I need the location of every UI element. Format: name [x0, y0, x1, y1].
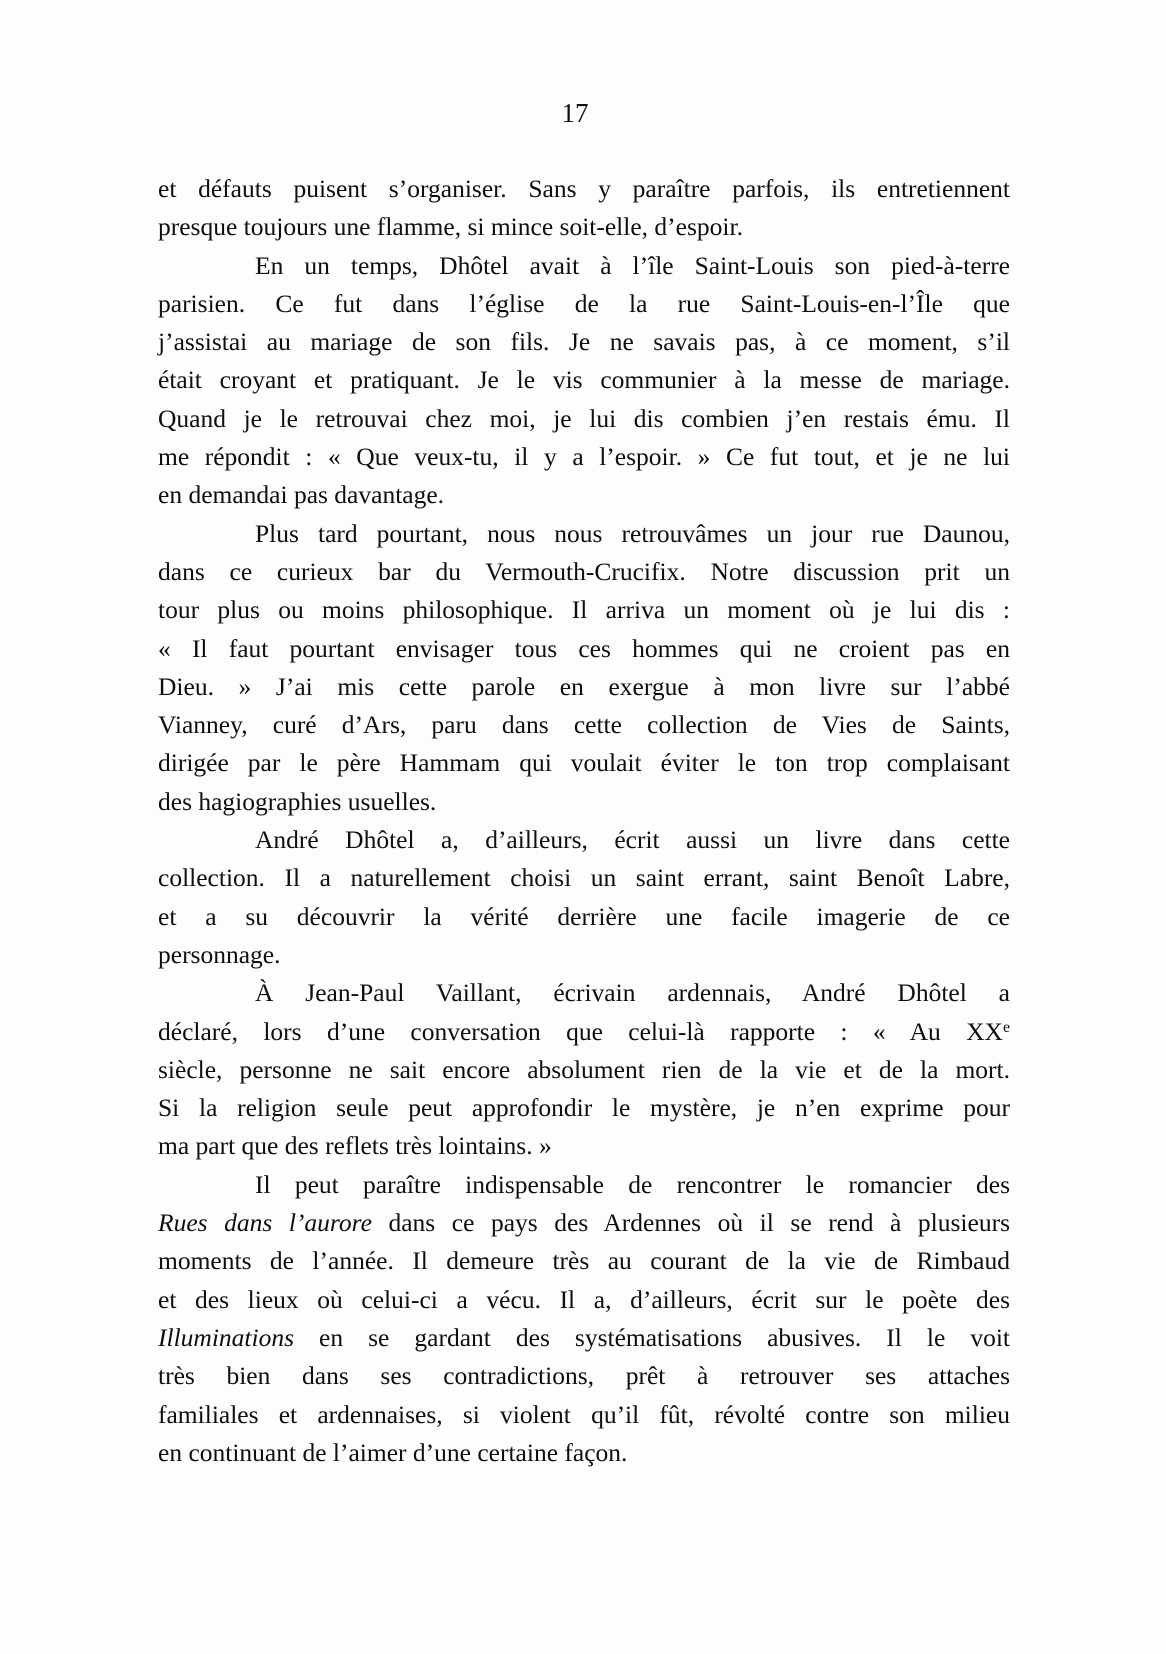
text-segment: en continuant de l’aimer d’une certaine façon.: [158, 1437, 628, 1467]
text-segment: Vianney, curé d’Ars, paru dans cette collection de Vies de Saints,: [158, 710, 1010, 740]
text-segment: était croyant et pratiquant. Je le vis communier à la messe de mariage.: [158, 365, 1010, 395]
text-segment: À Jean-Paul Vaillant, écrivain ardennais, André Dhôtel a: [255, 978, 1010, 1008]
text-line: [158, 247, 1010, 285]
text-line: [158, 361, 1010, 399]
text-line: [158, 668, 1010, 706]
text-line: [158, 821, 1010, 859]
page-body: [158, 170, 1010, 1472]
text-line: [158, 438, 1010, 476]
text-segment: me répondit : « Que veux-tu, il y a l’espoir. » Ce fut tout, et je ne lui: [158, 442, 1010, 472]
text-segment: dirigée par le père Hammam qui voulait éviter le ton trop complaisant: [158, 748, 1010, 778]
text-segment: en se gardant des systématisations abusives. Il le voit: [294, 1322, 1010, 1352]
text-segment: Quand je le retrouvai chez moi, je lui dis combien j’en restais ému. Il: [158, 403, 1010, 433]
text-line: [158, 936, 1010, 974]
text-line: [158, 1127, 1010, 1165]
italic-text: Rues dans l’aurore: [158, 1208, 372, 1238]
text-segment: et des lieux où celui-ci a vécu. Il a, d’ailleurs, écrit sur le poète des: [158, 1284, 1010, 1314]
text-segment: tour plus ou moins philosophique. Il arriva un moment où je lui dis :: [158, 595, 1010, 625]
text-line: [158, 208, 1010, 246]
text-line: [158, 476, 1010, 514]
text-line: [158, 1089, 1010, 1127]
text-line: [158, 1013, 1010, 1051]
text-segment: Si la religion seule peut approfondir le mystère, je n’en exprime pour: [158, 1093, 1010, 1123]
text-line: [158, 591, 1010, 629]
text-line: [158, 1051, 1010, 1089]
paragraph: [158, 170, 1010, 247]
text-segment: collection. Il a naturellement choisi un saint errant, saint Benoît Labre,: [158, 863, 1010, 893]
text-segment: En un temps, Dhôtel avait à l’île Saint-Louis son pied-à-terre: [255, 250, 1010, 280]
text-segment: très bien dans ses contradictions, prêt à retrouver ses attaches: [158, 1361, 1010, 1391]
paragraph: [158, 247, 1010, 515]
text-segment: siècle, personne ne sait encore absolument rien de la vie et de la mort.: [158, 1054, 1010, 1084]
text-line: [158, 170, 1010, 208]
text-segment: moments de l’année. Il demeure très au courant de la vie de Rimbaud: [158, 1246, 1010, 1276]
text-line: [158, 515, 1010, 553]
text-line: [158, 285, 1010, 323]
text-line: [158, 1396, 1010, 1434]
paragraph: [158, 1166, 1010, 1472]
text-line: [158, 323, 1010, 361]
text-line: [158, 859, 1010, 897]
text-segment: Plus tard pourtant, nous nous retrouvâmes un jour rue Daunou,: [255, 518, 1010, 548]
italic-text: Illuminations: [158, 1322, 295, 1352]
paragraph: [158, 821, 1010, 974]
text-segment: parisien. Ce fut dans l’église de la rue Saint-Louis-en-l’Île que: [158, 288, 1010, 318]
text-segment: presque toujours une flamme, si mince soit-elle, d’espoir.: [158, 212, 743, 242]
text-line: [158, 1434, 1010, 1472]
text-line: [158, 1281, 1010, 1319]
text-segment: dans ce pays des Ardennes où il se rend à plusieurs: [371, 1208, 1010, 1238]
text-line: [158, 1242, 1010, 1280]
text-segment: et défauts puisent s’organiser. Sans y paraître parfois, ils entretiennent: [158, 174, 1010, 203]
text-line: [158, 974, 1010, 1012]
text-line: [158, 1319, 1010, 1357]
text-segment: j’assistai au mariage de son fils. Je ne savais pas, à ce moment, s’il: [158, 327, 1010, 357]
text-line: [158, 898, 1010, 936]
text-segment: en demandai pas davantage.: [158, 480, 445, 510]
text-segment: Il peut paraître indispensable de rencontrer le romancier des: [255, 1169, 1010, 1199]
text-line: [158, 744, 1010, 782]
superscript-text: e: [1002, 1019, 1010, 1037]
text-line: [158, 1204, 1010, 1242]
text-line: [158, 783, 1010, 821]
text-line: [158, 553, 1010, 591]
text-line: [158, 1357, 1010, 1395]
text-line: [158, 706, 1010, 744]
text-segment: « Il faut pourtant envisager tous ces hommes qui ne croient pas en: [158, 633, 1010, 663]
text-segment: Dieu. » J’ai mis cette parole en exergue à mon livre sur l’abbé: [158, 671, 1010, 701]
paragraph: [158, 515, 1010, 821]
text-segment: André Dhôtel a, d’ailleurs, écrit aussi un livre dans cette: [255, 825, 1010, 855]
text-segment: déclaré, lors d’une conversation que celui-là rapporte : « Au XX: [158, 1016, 1003, 1046]
text-line: [158, 630, 1010, 668]
text-segment: dans ce curieux bar du Vermouth-Crucifix. Notre discussion prit un: [158, 556, 1010, 586]
text-line: [158, 1166, 1010, 1204]
page-number: 17: [561, 98, 589, 128]
paragraph: [158, 974, 1010, 1165]
text-segment: ma part que des reflets très lointains. »: [158, 1131, 552, 1161]
text-segment: des hagiographies usuelles.: [158, 786, 437, 816]
text-segment: personnage.: [158, 939, 281, 969]
text-segment: familiales et ardennaises, si violent qu’il fût, révolté contre son milieu: [158, 1399, 1010, 1429]
text-line: [158, 400, 1010, 438]
text-segment: et a su découvrir la vérité derrière une facile imagerie de ce: [158, 901, 1010, 931]
